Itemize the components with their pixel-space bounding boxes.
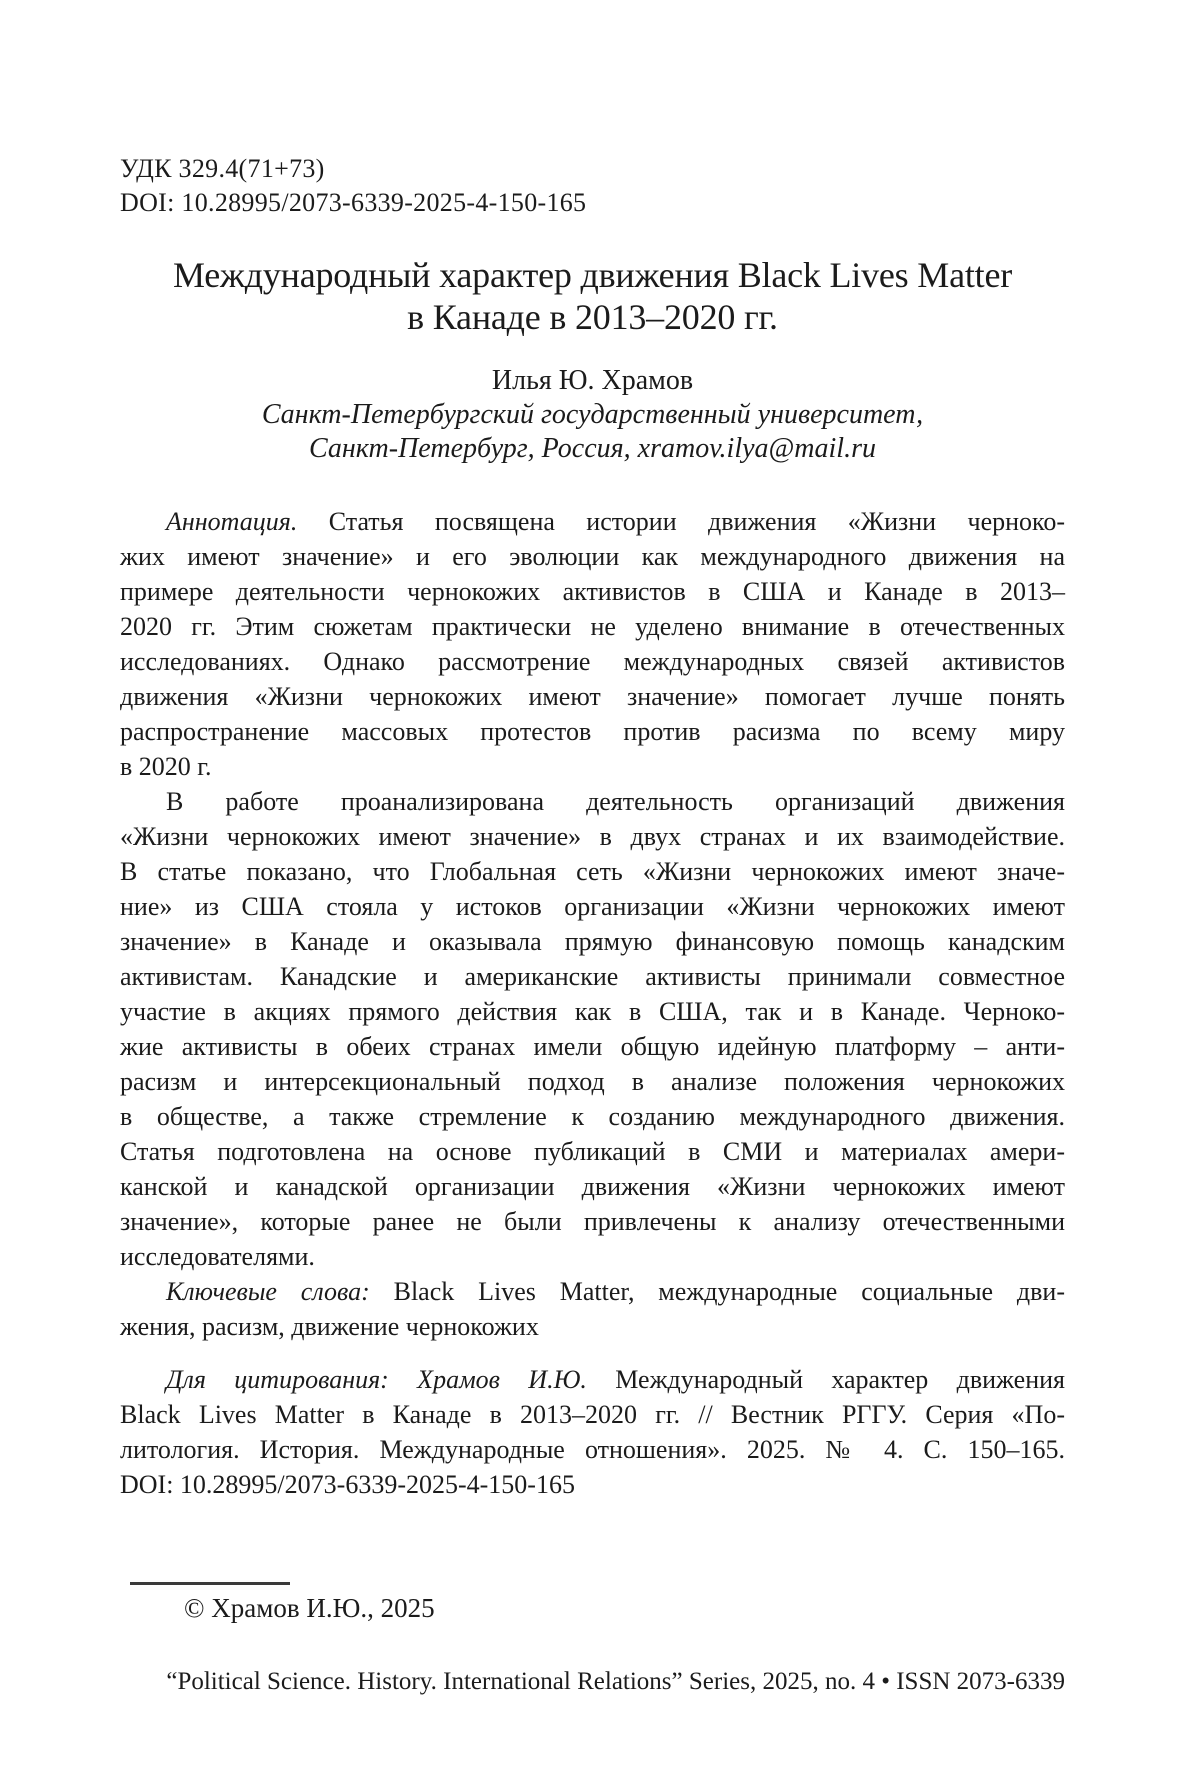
text-line: В статье показано, что Глобальная сеть «Жизни чернокожих имеют значе- — [120, 857, 1065, 886]
text-line: жения, расизм, движение чернокожих — [120, 1312, 539, 1341]
journal-footer-line: “Political Science. History. International Relations” Series, 2025, no. 4 • ISSN 2073-6339 — [166, 1668, 1065, 1695]
abstract-section — [120, 504, 1065, 1344]
abstract-paragraph-1 — [120, 504, 1065, 784]
keywords-paragraph — [120, 1274, 1065, 1344]
text-line: В работе проанализирована деятельность организаций движения — [166, 787, 1065, 816]
run-in-label: Для цитирования: Храмов И.Ю. — [166, 1365, 587, 1394]
text-line: 2020 гг. Этим сюжетам практически не уделено внимание в отечественных — [120, 612, 1065, 641]
footnote-rule — [130, 1582, 290, 1585]
text-line: канской и канадской организации движения «Жизни чернокожих имеют — [120, 1172, 1065, 1201]
text-line: значение» в Канаде и оказывала прямую финансовую помощь канадским — [120, 927, 1065, 956]
text-line: Black Lives Matter в Канаде в 2013–2020 гг. // Вестник РГГУ. Серия «По- — [120, 1400, 1065, 1429]
text-line: «Жизни чернокожих имеют значение» в двух странах и их взаимодействие. — [120, 822, 1065, 851]
abstract-paragraph-2 — [120, 784, 1065, 1274]
citation-paragraph — [120, 1362, 1065, 1502]
text-line: примере деятельности чернокожих активистов в США и Канаде в 2013– — [120, 577, 1065, 606]
text-line: литология. История. Международные отношения». 2025. № 4. С. 150–165. — [120, 1435, 1065, 1464]
doi-line: DOI: 10.28995/2073-6339-2025-4-150-165 — [120, 188, 587, 217]
text-line: Статья подготовлена на основе публикаций в СМИ и материалах амери- — [120, 1137, 1065, 1166]
affiliation-line-1: Санкт-Петербургский государственный университет, — [261, 399, 924, 430]
article-title — [120, 254, 1065, 338]
text-line: распространение массовых протестов против расизма по всему миру — [120, 717, 1065, 746]
text-line: Аннотация. Статья посвящена истории движения «Жизни черноко- — [166, 507, 1065, 536]
text-line: Для цитирования: Храмов И.Ю. Международный характер движения — [166, 1365, 1065, 1394]
title-line-2: в Канаде в 2013–2020 гг. — [407, 297, 778, 337]
affiliation-line-2: Санкт-Петербург, Россия, xramov.ilya@mail.ru — [309, 433, 876, 464]
text-line: в 2020 г. — [120, 752, 212, 781]
text-line: ние» из США стояла у истоков организации «Жизни чернокожих имеют — [120, 892, 1065, 921]
text-line: Ключевые слова: Black Lives Matter, международные социальные дви- — [166, 1277, 1065, 1306]
title-line-1: Международный характер движения Black Lives Matter — [172, 255, 1013, 295]
text-line: исследователями. — [120, 1242, 315, 1271]
text-line: жие активисты в обеих странах имели общую идейную платформу – анти- — [120, 1032, 1065, 1061]
udc-line: УДК 329.4(71+73) — [120, 154, 325, 183]
text-line: движения «Жизни чернокожих имеют значение» помогает лучше понять — [120, 682, 1065, 711]
run-in-label: Аннотация. — [166, 507, 298, 536]
text-line: в обществе, а также стремление к созданию международного движения. — [120, 1102, 1065, 1131]
article-meta — [120, 152, 1065, 220]
text-line: расизм и интерсекциональный подход в анализе положения чернокожих — [120, 1067, 1065, 1096]
author-name: Илья Ю. Храмов — [491, 365, 694, 396]
text-line: жих имеют значение» и его эволюции как международного движения на — [120, 542, 1065, 571]
text-line: активистам. Канадские и американские активисты принимали совместное — [120, 962, 1065, 991]
text-line: участие в акциях прямого действия как в США, так и в Канаде. Черноко- — [120, 997, 1065, 1026]
copyright-line: © Храмов И.Ю., 2025 — [184, 1593, 435, 1623]
text-line: значение», которые ранее не были привлечены к анализу отечественными — [120, 1207, 1065, 1236]
text-line: исследованиях. Однако рассмотрение международных связей активистов — [120, 647, 1065, 676]
text-line: DOI: 10.28995/2073-6339-2025-4-150-165 — [120, 1470, 575, 1499]
run-in-label: Ключевые слова: — [166, 1277, 370, 1306]
